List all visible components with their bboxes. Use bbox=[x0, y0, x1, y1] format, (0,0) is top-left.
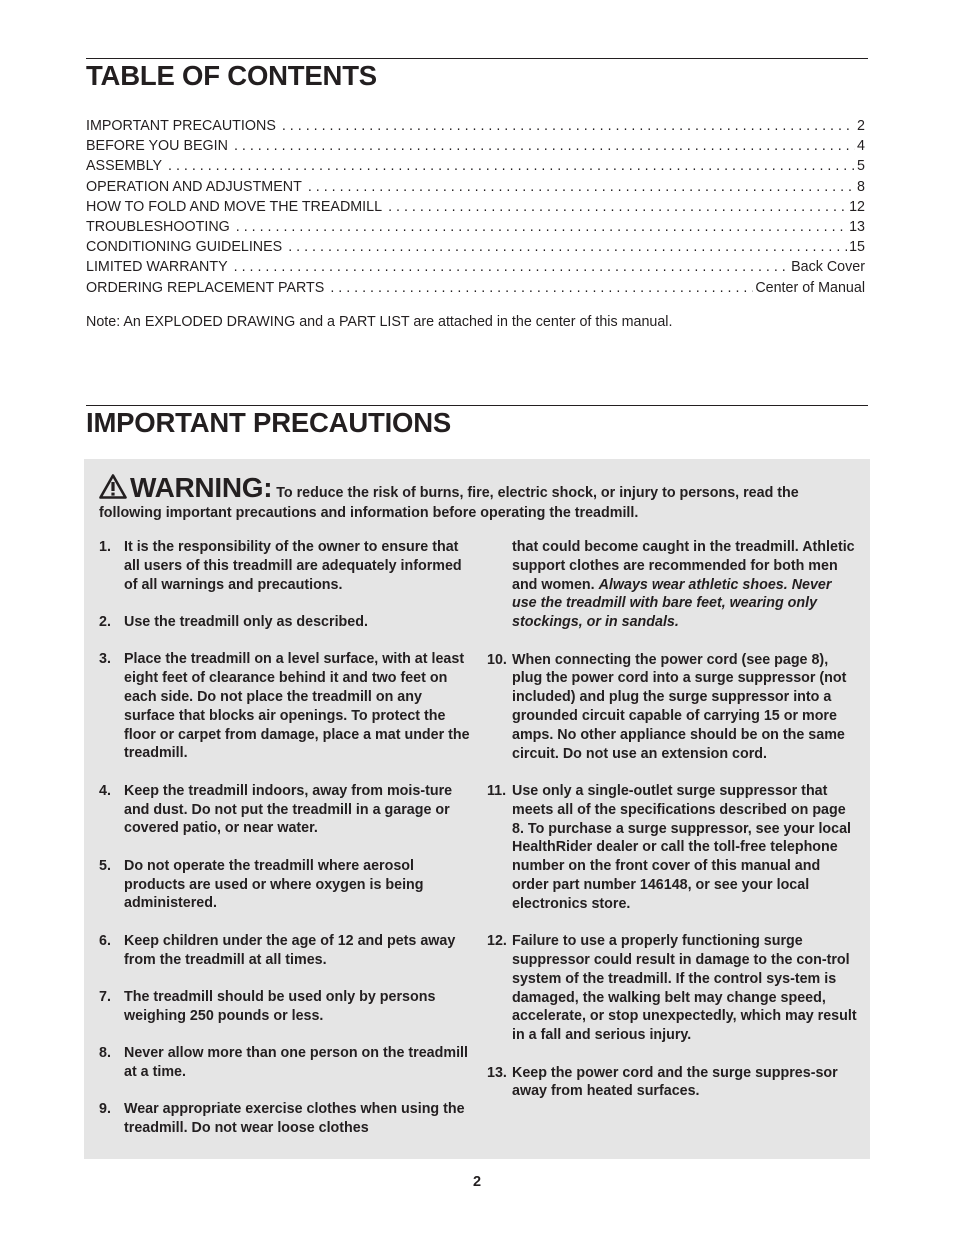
dot-leader bbox=[308, 178, 855, 196]
precautions-top-rule bbox=[86, 405, 868, 406]
toc-entry-page: 8 bbox=[857, 178, 865, 195]
item-number: 5. bbox=[99, 857, 111, 874]
warning-word: WARNING: bbox=[130, 472, 273, 503]
list-item bbox=[99, 613, 471, 632]
toc-entry-title: IMPORTANT PRECAUTIONS bbox=[86, 118, 276, 134]
toc-entry-page: 13 bbox=[849, 218, 865, 235]
toc-entry-title: LIMITED WARRANTY bbox=[86, 259, 228, 276]
item-number: 10. bbox=[487, 651, 507, 668]
toc-entry-title: OPERATION AND ADJUSTMENT bbox=[86, 178, 302, 195]
precautions-heading: IMPORTANT PRECAUTIONS bbox=[86, 407, 452, 438]
toc-entry[interactable] bbox=[86, 258, 865, 278]
list-item bbox=[99, 1100, 471, 1138]
item-number: 7. bbox=[99, 988, 111, 1005]
warning-header bbox=[99, 472, 859, 523]
item-text: Do not operate the treadmill where aerosol products are used or where oxygen is being administered. bbox=[124, 857, 424, 912]
toc-entry-page: Back Cover bbox=[791, 259, 865, 276]
toc-entry[interactable] bbox=[86, 157, 865, 177]
item-text: When connecting the power cord (see page 8), plug the power cord into a surge suppressor (not included) and plug the surge suppressor into a grounded circuit capable of carrying 15 or more amps. No other appliance should be on the same circuit. Do not use an extension cord. bbox=[512, 651, 847, 762]
dot-leader bbox=[234, 258, 789, 276]
list-item bbox=[99, 857, 471, 913]
item-number: 9. bbox=[99, 1101, 111, 1118]
toc-list bbox=[86, 117, 865, 299]
toc-top-rule bbox=[86, 58, 868, 59]
item-number: 13. bbox=[487, 1064, 507, 1081]
item-number: 6. bbox=[99, 932, 111, 949]
toc-entry-page: 15 bbox=[849, 239, 865, 256]
list-item bbox=[487, 932, 859, 1045]
precautions-list-right bbox=[487, 538, 859, 1120]
toc-entry[interactable] bbox=[86, 218, 865, 238]
item-text: Use the treadmill only as described. bbox=[124, 613, 368, 630]
precautions-list-left bbox=[99, 538, 471, 1156]
dot-leader bbox=[168, 157, 855, 175]
item-9-continuation bbox=[487, 538, 859, 632]
item-text: Place the treadmill on a level surface, with at least eight feet of clearance behind it and two feet on each side. Do not place the treadmill on any surface that blocks air openings. To protect the floor or carpet from damage, place a mat under the treadmill. bbox=[124, 651, 470, 762]
dot-leader bbox=[234, 137, 855, 155]
list-item bbox=[99, 988, 471, 1026]
toc-heading: TABLE OF CONTENTS bbox=[86, 60, 377, 91]
item-text: Wear appropriate exercise clothes when using the treadmill. Do not wear loose clothes bbox=[124, 1101, 465, 1137]
continuation-italic-text: Always wear athletic shoes. Never use the treadmill with bare feet, wearing only stockings, or in sandals. bbox=[512, 576, 832, 631]
item-text: The treadmill should be used only by persons weighing 250 pounds or less. bbox=[124, 988, 436, 1024]
item-text: Never allow more than one person on the treadmill at a time. bbox=[124, 1045, 468, 1080]
list-item bbox=[487, 1064, 859, 1102]
toc-entry-title: HOW TO FOLD AND MOVE THE TREADMILL bbox=[86, 198, 383, 215]
item-text: Keep the treadmill indoors, away from mois-ture and dust. Do not put the treadmill in a garage or covered patio, or near water. bbox=[124, 782, 453, 837]
item-text: Failure to use a properly functioning surge suppressor could result in damage to the con-trol system of the treadmill. If the control sys-tem is damaged, the walking belt may change speed, accelerate, or stop unexpectedly, which may result in a fall and serious injury. bbox=[512, 933, 857, 1044]
continuation-text: that could become caught in the treadmill. Athletic support clothes are recommended for both men and women. bbox=[512, 539, 855, 593]
toc-entry-page: 12 bbox=[849, 198, 865, 215]
warning-triangle-icon bbox=[99, 474, 127, 499]
toc-entry-page: 4 bbox=[857, 138, 865, 155]
warning-text: To reduce the risk of burns, fire, electric shock, or injury to persons, read the following important precautions and information before operating the treadmill. bbox=[99, 485, 799, 521]
toc-entry-title: TROUBLESHOOTING bbox=[86, 218, 230, 235]
dot-leader bbox=[388, 198, 847, 216]
dot-leader bbox=[282, 117, 855, 135]
dot-leader bbox=[330, 279, 753, 297]
list-item bbox=[99, 782, 471, 838]
item-number: 12. bbox=[487, 933, 507, 950]
dot-leader bbox=[288, 238, 847, 256]
toc-entry[interactable] bbox=[86, 178, 865, 198]
toc-entry[interactable] bbox=[86, 137, 865, 157]
page-number: 2 bbox=[472, 1174, 482, 1190]
list-item bbox=[487, 651, 859, 764]
toc-entry-page: Center of Manual bbox=[755, 279, 865, 296]
item-number: 1. bbox=[99, 539, 111, 555]
toc-entry-title: ASSEMBLY bbox=[86, 158, 163, 175]
item-text: It is the responsibility of the owner to ensure that all users of this treadmill are adequately informed of all warnings and precautions. bbox=[124, 539, 462, 593]
item-number: 11. bbox=[487, 782, 507, 799]
item-text: Use only a single-outlet surge suppressor that meets all of the specifications described on page 8. To purchase a surge suppressor, see your local HealthRider dealer or call the toll-free telephone number on the front cover of this manual and order part number 146148, or see your local electronics store. bbox=[512, 782, 852, 912]
toc-entry-title: CONDITIONING GUIDELINES bbox=[86, 239, 283, 256]
list-item bbox=[99, 538, 471, 594]
item-number: 8. bbox=[99, 1045, 111, 1062]
item-number: 2. bbox=[99, 613, 111, 630]
toc-entry-page: 2 bbox=[857, 118, 865, 134]
item-number: 3. bbox=[99, 651, 111, 668]
toc-entry[interactable] bbox=[86, 198, 865, 218]
list-item bbox=[99, 650, 471, 763]
list-item bbox=[99, 932, 471, 970]
item-text: Keep children under the age of 12 and pets away from the treadmill at all times. bbox=[124, 932, 456, 968]
toc-entry-page: 5 bbox=[857, 158, 865, 175]
toc-entry[interactable] bbox=[86, 279, 865, 299]
toc-entry[interactable] bbox=[86, 238, 865, 258]
toc-entry-title: BEFORE YOU BEGIN bbox=[86, 138, 228, 155]
item-number: 4. bbox=[99, 782, 111, 799]
dot-leader bbox=[236, 218, 847, 236]
list-item bbox=[487, 782, 859, 914]
toc-note: Note: An EXPLODED DRAWING and a PART LIST are attached in the center of this manual. bbox=[86, 314, 673, 330]
item-text: Keep the power cord and the surge suppres-sor away from heated surfaces. bbox=[512, 1064, 838, 1100]
list-item bbox=[99, 1044, 471, 1082]
toc-entry[interactable] bbox=[86, 117, 865, 137]
toc-entry-title: ORDERING REPLACEMENT PARTS bbox=[86, 279, 325, 296]
